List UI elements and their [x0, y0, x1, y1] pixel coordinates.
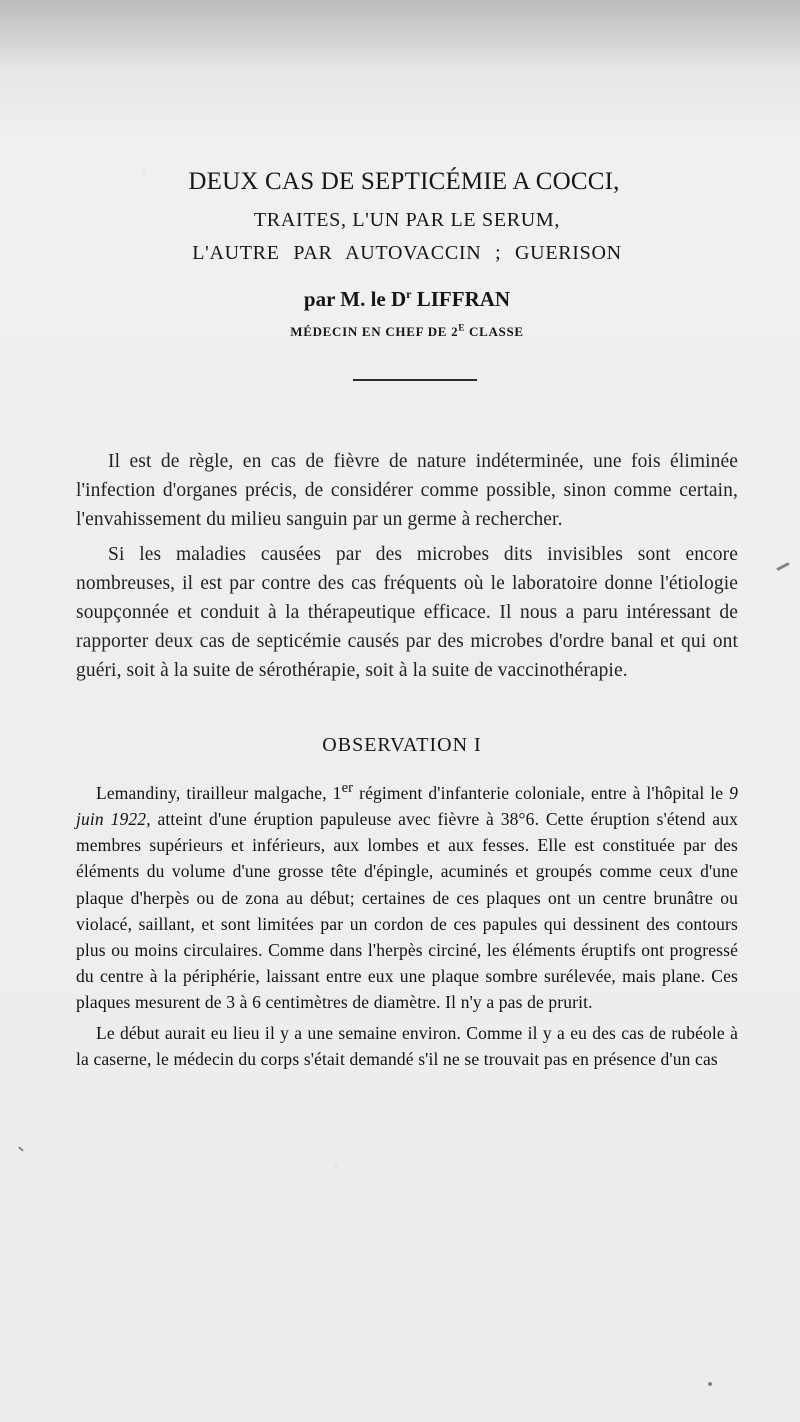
article-subtitle-line-2: L'AUTRE PAR AUTOVACCIN ; GUERISON: [192, 242, 622, 264]
observation-date: 9 juin 1922: [76, 782, 738, 830]
observation-paragraph-2: Le début aurait eu lieu il y a une semaine environ. Comme il y a eu des cas de rubéole à la caserne, le médecin du corps s'était demandé s'il ne se trouvait pas en présence d'un cas: [76, 1022, 738, 1069]
observation-paragraph-1-middle: régiment d'infanterie coloniale, entre à l'hôpital le: [353, 782, 730, 803]
scan-shadow: [0, 0, 800, 72]
author-prefix: par M. le D: [303, 287, 407, 311]
observation-paragraph-1-start: Lemandiny, tirailleur malgache, 1: [96, 782, 342, 803]
introduction: [76, 447, 738, 685]
scan-speck-left: [18, 1146, 24, 1151]
article-content: [76, 165, 738, 1072]
rank-superscript: E: [458, 322, 466, 333]
rank-prefix: MÉDECIN EN CHEF DE 2: [290, 324, 459, 339]
title-separator: [353, 379, 477, 381]
scan-speck-bottom: [708, 1382, 712, 1386]
article-subtitle-line-1: TRAITES, L'UN PAR LE SERUM,: [253, 209, 561, 231]
observation-paragraph-1-end: , atteint d'une éruption papuleuse avec fièvre à 38°6. Cette éruption s'étend aux membres supérieurs et inférieurs, aux lombes et aux fesses. Elle est constituée par des éléments du volume d'une grosse tête d'épingle, acuminés et groupés comme ceux d'une plaque d'herpès ou de zona au début; certaines de ces plaques ont un centre brunâtre ou violacé, saillant, et sont limitées par un cordon de ces papules qui dessinent des contours plus ou moins circulaires. Comme dans l'herpès circiné, les éléments éruptifs ont progressé du centre à la périphérie, laissant entre eux une plaque sombre surélevée, mais plane. Ces plaques mesurent de 3 à 6 centimètres de diamètre. Il n'y a pas de prurit.: [76, 809, 739, 1013]
observation-heading: OBSERVATION I: [322, 734, 482, 756]
intro-paragraph-2: Si les maladies causées par des microbes dits invisibles sont encore nombreuses, il est par contre des cas fréquents où le laboratoire donne l'étiologie soupçonnée et conduit à la thérapeutique efficace. Il nous a paru intéressant de rapporter deux cas de septicémie causés par des microbes d'ordre banal et qui ont guéri, soit à la suite de sérothérapie, soit à la suite de vaccinothérapie.: [76, 544, 738, 681]
ordinal-superscript: er: [341, 780, 354, 796]
observation-paragraph-1: [76, 775, 738, 1016]
author-line: [76, 285, 738, 313]
article-title: DEUX CAS DE SEPTICÉMIE A COCCI,: [188, 168, 620, 195]
author-rank: [76, 323, 738, 341]
rank-suffix: CLASSE: [465, 324, 524, 339]
author-superscript: r: [406, 287, 412, 301]
intro-paragraph-1: Il est de règle, en cas de fièvre de nature indéterminée, une fois éliminée l'infection d'organes précis, de considérer comme possible, sinon comme certain, l'envahissement du milieu sanguin par un germe à rechercher.: [76, 451, 738, 530]
observation-one: [76, 775, 738, 1072]
author-name: LIFFRAN: [411, 287, 511, 311]
scan-speck-right: [776, 562, 790, 571]
